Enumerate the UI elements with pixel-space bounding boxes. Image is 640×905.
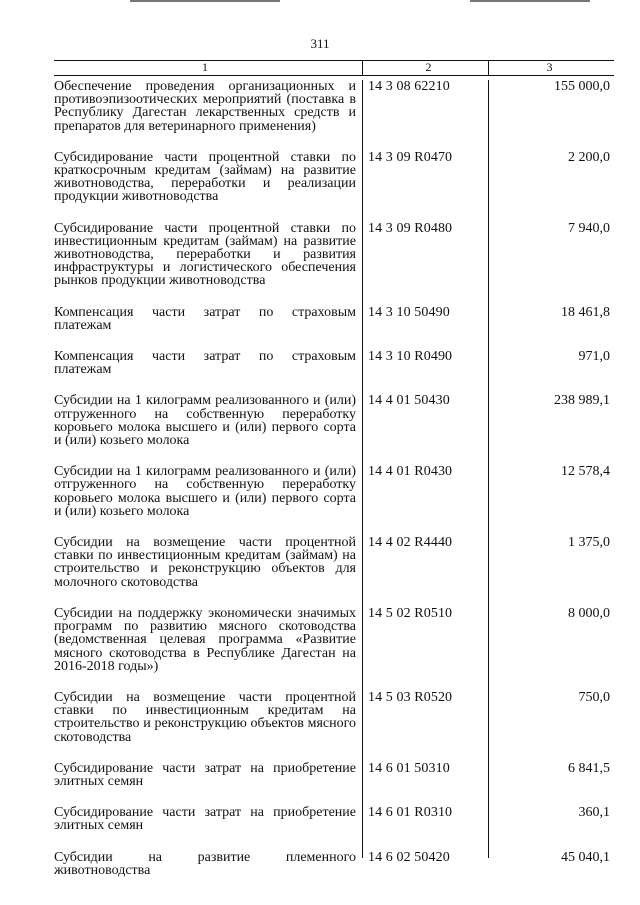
row-code: 14 3 09 R0480 xyxy=(368,220,453,236)
table-body xyxy=(54,79,614,878)
row-amount: 750,0 xyxy=(578,689,610,705)
row-amount: 7 940,0 xyxy=(568,220,610,236)
table-row xyxy=(54,394,614,447)
row-amount: 12 578,4 xyxy=(561,464,610,480)
page-number: 311 xyxy=(310,36,330,51)
table-row xyxy=(54,607,614,673)
row-code: 14 3 10 50490 xyxy=(368,304,450,320)
row-amount: 18 461,8 xyxy=(561,304,610,320)
row-amount: 360,1 xyxy=(578,805,610,821)
row-name: Субсидии на возмещение части процентной ставки по инвестиционным кредитам (займам) на строительство и реконструкцию объектов для молочного скотоводства xyxy=(54,535,356,590)
row-code: 14 4 02 R4440 xyxy=(368,535,453,551)
row-code: 14 4 01 50430 xyxy=(368,393,450,409)
table-row xyxy=(54,222,614,288)
table-rows xyxy=(54,80,614,877)
row-code: 14 3 08 62210 xyxy=(368,79,450,94)
row-name: Субсидирование части затрат на приобретение элитных семян xyxy=(54,805,356,834)
row-name: Компенсация части затрат по страховым платежам xyxy=(54,349,356,378)
top-edge-mark-right xyxy=(470,0,590,2)
table-row xyxy=(54,851,614,877)
column-header-1: 1 xyxy=(202,60,208,74)
column-header-2: 2 xyxy=(362,61,488,75)
table-row xyxy=(54,80,614,133)
row-name: Субсидирование части процентной ставки по краткосрочным кредитам (займам) на развитие животноводства, переработки и реализации продукции животноводства xyxy=(54,149,356,205)
table-header xyxy=(54,60,614,76)
row-code: 14 3 10 R0490 xyxy=(368,349,453,365)
row-amount: 971,0 xyxy=(578,349,610,365)
row-amount: 238 989,1 xyxy=(554,393,610,409)
column-header-3: 3 xyxy=(488,61,614,75)
row-amount: 6 841,5 xyxy=(568,760,610,776)
table-row xyxy=(54,306,614,332)
row-name: Компенсация части затрат по страховым платежам xyxy=(54,304,356,333)
row-code: 14 6 01 50310 xyxy=(368,760,450,776)
column-divider xyxy=(488,80,489,858)
row-code: 14 3 09 R0470 xyxy=(368,149,453,165)
column-divider xyxy=(362,80,363,858)
row-name: Субсидии на возмещение части процентной ставки по инвестиционным кредитам на строительство и реконструкцию объектов мясного скотоводства xyxy=(54,689,356,745)
table-row xyxy=(54,536,614,589)
table-row xyxy=(54,350,614,376)
row-amount: 155 000,0 xyxy=(554,79,610,94)
row-name: Субсидии на поддержку экономически значимых программ по развитию мясного скотоводства (ведомственная целевая программа «Развитие мясного скотоводства в Реcпублике Дагестан на 2016-2018 годы») xyxy=(54,605,356,674)
row-amount: 45 040,1 xyxy=(561,849,610,865)
table-row xyxy=(54,806,614,832)
row-name: Субсидии на развитие племенного животноводства xyxy=(54,849,356,878)
row-code: 14 5 03 R0520 xyxy=(368,689,453,705)
table-row xyxy=(54,151,614,204)
row-code: 14 5 02 R0510 xyxy=(368,605,453,621)
row-amount: 8 000,0 xyxy=(568,605,610,621)
row-name: Субсидии на 1 килограмм реализованного и (или) отгруженного на собственную переработку коровьего молока высшего и (или) первого сорта и (или) козьего молока xyxy=(54,393,356,449)
row-amount: 2 200,0 xyxy=(568,149,610,165)
table-row xyxy=(54,762,614,788)
row-name: Обеспечение проведения организационных и противоэпизоотических мероприятий (поставка в Республику Дагестан лекарственных средств и препаратов для ветеринарного применения) xyxy=(54,79,356,134)
row-name: Субсидирование части процентной ставки по инвестиционным кредитам (займам) на развитие животноводства, переработки и развития инфраструктуры и логистического обеспечения рынков продукции животноводства xyxy=(54,220,356,289)
row-name: Субсидии на 1 килограмм реализованного и (или) отгруженного на собственную переработку коровьего молока высшего и (или) первого сорта и (или) козьего молока xyxy=(54,464,356,519)
row-code: 14 6 01 R0310 xyxy=(368,805,453,821)
table-row xyxy=(54,465,614,518)
top-edge-mark-left xyxy=(130,0,280,2)
budget-table xyxy=(54,60,614,878)
row-code: 14 6 02 50420 xyxy=(368,849,450,865)
table-row xyxy=(54,691,614,744)
row-code: 14 4 01 R0430 xyxy=(368,464,453,480)
row-name: Субсидирование части затрат на приобретение элитных семян xyxy=(54,760,356,789)
row-amount: 1 375,0 xyxy=(568,535,610,551)
